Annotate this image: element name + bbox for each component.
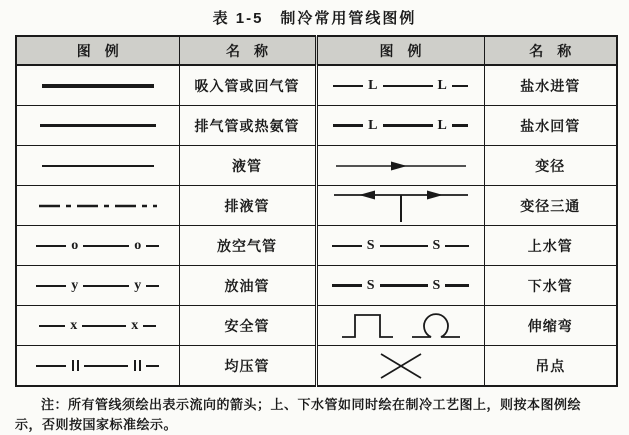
header-legend-left: 图 例 — [16, 36, 179, 65]
marker-letter: y — [134, 277, 142, 293]
arrow-line-icon — [335, 160, 467, 172]
pipe-name: 盐水回管 — [484, 106, 617, 146]
pipe-name: 上水管 — [484, 226, 617, 266]
pipe-name: 放空气管 — [179, 226, 316, 266]
omega-loop-icon — [410, 310, 462, 342]
reducing-tee-symbol — [316, 186, 484, 226]
table-row — [16, 266, 617, 306]
marker-letter: L — [437, 77, 447, 93]
marker-letter: S — [366, 237, 375, 253]
marker-letter: o — [71, 237, 79, 253]
table-row — [16, 65, 617, 106]
air-release-line-symbol — [16, 226, 179, 266]
pipe-name: 变径 — [484, 146, 617, 186]
header-legend-right: 图 例 — [316, 36, 484, 65]
water-drain-symbol — [316, 266, 484, 306]
table-row — [16, 346, 617, 387]
marker-letter: L — [368, 77, 378, 93]
oil-drain-line-symbol — [16, 266, 179, 306]
reducer-symbol — [316, 146, 484, 186]
pipe-name: 盐水进管 — [484, 65, 617, 106]
double-bar-icon — [70, 360, 80, 371]
discharge-line-symbol — [16, 106, 179, 146]
table-row — [16, 106, 617, 146]
double-bar-icon — [132, 360, 142, 371]
suction-line-symbol — [16, 65, 179, 106]
square-loop-icon — [340, 310, 396, 342]
pipe-name: 吸入管或回气管 — [179, 65, 316, 106]
pipe-name: 放油管 — [179, 266, 316, 306]
safety-line-symbol — [16, 306, 179, 346]
hanging-point-symbol — [316, 346, 484, 387]
pipe-name: 安全管 — [179, 306, 316, 346]
pipe-name: 均压管 — [179, 346, 316, 387]
equalizer-line-symbol — [16, 346, 179, 387]
table-row — [16, 306, 617, 346]
drain-line-symbol — [16, 186, 179, 226]
liquid-line-symbol — [16, 146, 179, 186]
water-supply-symbol — [316, 226, 484, 266]
pipe-name: 排液管 — [179, 186, 316, 226]
note-line-2: 示，否则按国家标准绘示。 — [15, 417, 178, 433]
pipe-name: 排气管或热氨管 — [179, 106, 316, 146]
header-name-left: 名 称 — [179, 36, 316, 65]
pipe-name: 伸缩弯 — [484, 306, 617, 346]
header-name-right: 名 称 — [484, 36, 617, 65]
marker-letter: o — [134, 237, 142, 253]
tee-arrows-icon — [331, 188, 471, 224]
legend-table — [15, 35, 618, 387]
brine-inlet-symbol — [316, 65, 484, 106]
pipe-name: 吊点 — [484, 346, 617, 387]
marker-letter: S — [366, 277, 375, 293]
brine-return-symbol — [316, 106, 484, 146]
marker-letter: L — [368, 117, 378, 133]
pipe-name: 变径三通 — [484, 186, 617, 226]
marker-letter: L — [437, 117, 447, 133]
marker-letter: x — [131, 317, 139, 333]
pipe-name: 下水管 — [484, 266, 617, 306]
note-line-1: 注：所有管线须绘出表示流向的箭头；上、下水管如同时绘在制冷工艺图上，则按本图例绘 — [41, 397, 582, 412]
marker-letter: S — [432, 237, 441, 253]
marker-letter: y — [71, 277, 79, 293]
page-title: 表 1-5 制冷常用管线图例 — [212, 10, 417, 27]
table-row — [16, 226, 617, 266]
note — [15, 395, 615, 435]
expansion-bend-symbol — [316, 306, 484, 346]
header-row — [16, 36, 617, 65]
marker-letter: x — [70, 317, 78, 333]
table-row — [16, 146, 617, 186]
pipe-name: 液管 — [179, 146, 316, 186]
marker-letter: S — [432, 277, 441, 293]
x-mark-icon — [376, 351, 426, 381]
table-row — [16, 186, 617, 226]
dash-dot-line-icon — [39, 203, 157, 209]
